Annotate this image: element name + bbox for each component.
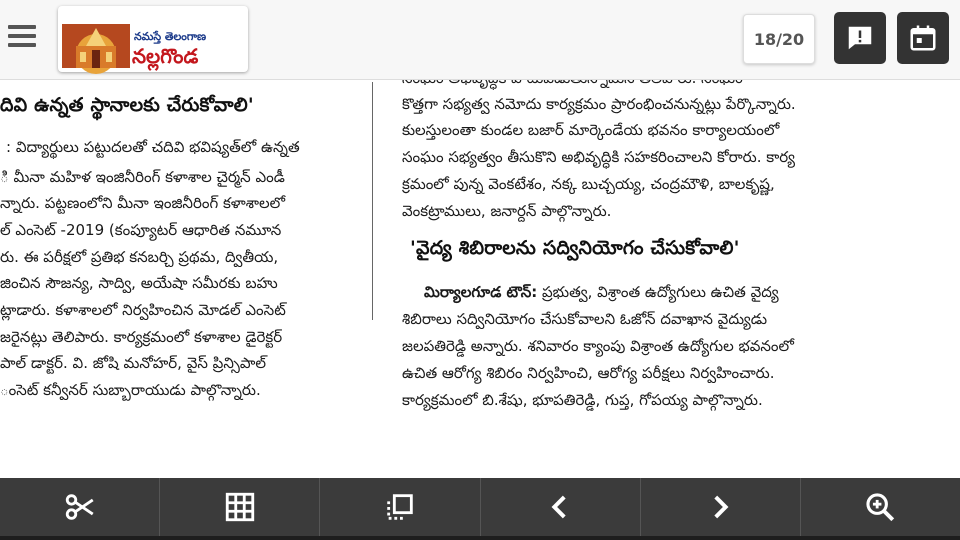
bottom-toolbar	[0, 478, 960, 540]
article-left-line: పాల్ డాక్టర్. వి. జోషి మనోహర్, వైస్ ప్రిన్సిపాల్	[0, 354, 266, 372]
article-left	[0, 80, 366, 478]
article-left-headline: దివి ఉన్నత స్థానాలకు చేరుకోవాలి'	[0, 94, 254, 116]
article-left-line: ట్లాడారు. కళాశాలలో నిర్వహించిన మోడల్ ఎంసెట్	[0, 301, 286, 319]
temple-logo-icon	[62, 24, 130, 68]
calendar-button[interactable]	[897, 12, 949, 64]
article-right-top-line: క్రమంలో పున్న వెంకటేశం, నక్క బుచ్చయ్య, చంద్రమౌళి, బాలకృష్ణ,	[402, 175, 775, 193]
next-page-button[interactable]	[641, 478, 801, 536]
article-right-line: శిబిరాలు సద్వినియోగం చేసుకోవాలని ఓజోన్ దవాఖాన వైద్యుడు	[402, 310, 768, 328]
article-right	[400, 80, 900, 478]
epaper-page[interactable]	[0, 80, 960, 478]
article-left-line: జరైనట్లు తెలిపారు. కార్యక్రమంలో కళాశాల డైరెక్టర్	[0, 328, 283, 346]
article-right-line: జలపతిరెడ్డి అన్నారు. శనివారం క్యాంపు విశ్రాంత ఉద్యోగుల భవనంలో	[402, 337, 794, 355]
article-left-line: న్నారు. పట్టణంలోని మీనా ఇంజినీరింగ్ కళాశాలలో	[0, 194, 286, 212]
hamburger-menu-icon[interactable]	[4, 18, 40, 54]
article-right-line: ఉచిత ఆరోగ్య శిబిరం నిర్వహించి, ఆరోగ్య పరీక్షలు నిర్వహించారు.	[402, 364, 775, 382]
page-counter: 18/20	[743, 14, 815, 64]
grid-icon	[223, 490, 257, 524]
article-left-line: రు. ఈ పరీక్షలో ప్రతిభ కనబర్చి ప్రథమ, ద్వితీయ,	[0, 248, 279, 266]
calendar-icon	[908, 23, 938, 53]
logo-edition-name: నల్లగొండ	[132, 44, 199, 68]
logo-tagline: నమస్తే తెలంగాణ	[134, 30, 207, 43]
article-right-headline: 'వైద్య శిబిరాలను సద్వినియోగం చేసుకోవాలి'	[410, 237, 740, 259]
bottom-strip	[0, 536, 960, 540]
article-left-line: జించిన సౌజన్య, సాద్వి, అయేషా సమీరకు బహు	[0, 274, 278, 292]
chevron-left-icon	[543, 490, 577, 524]
article-right-top-line: సంఘం సభ్యత్వం తీసుకొని అభివృద్ధికి సహకరించాలని కోరారు. కార్య	[402, 148, 796, 166]
top-bar	[0, 0, 960, 80]
article-left-line: ంసెట్ కన్వీనర్ సుబ్బారాయుడు పాల్గొన్నారు.	[0, 381, 261, 399]
article-right-first-line	[424, 282, 779, 302]
article-right-top-line: వెంకట్రాములు, జనార్దన్ పాల్గొన్నారు.	[402, 202, 612, 220]
column-divider	[372, 82, 373, 320]
clip-button[interactable]	[0, 478, 160, 536]
feedback-message-icon	[845, 23, 875, 53]
chevron-right-icon	[703, 490, 737, 524]
pages-button[interactable]	[320, 478, 480, 536]
grid-view-button[interactable]	[160, 478, 320, 536]
newspaper-logo[interactable]	[58, 6, 248, 72]
article-dateline: మిర్యాలగూడ టౌన్:	[424, 283, 538, 301]
zoom-in-icon	[863, 490, 897, 524]
article-right-line: ప్రభుత్వ, విశ్రాంత ఉద్యోగులు ఉచిత వైద్య	[542, 283, 779, 301]
pages-icon	[383, 490, 417, 524]
feedback-button[interactable]	[834, 12, 886, 64]
scissors-icon	[63, 490, 97, 524]
article-right-line: కార్యక్రమంలో బి.శేషు, భూపతిరెడ్డి, గుప్త, గోపయ్య పాల్గొన్నారు.	[402, 391, 763, 409]
article-right-top-line: కులస్తులంతా కుండల బజార్ మార్కెండేయ భవనం కార్యాలయంలో	[402, 121, 780, 139]
article-right-top-line: కొత్తగా సభ్యత్వ నమోదు కార్యక్రమం ప్రారంభించనున్నట్లు పేర్కొన్నారు.	[402, 95, 796, 113]
article-left-line: ి మీనా మహిళ ఇంజినీరింగ్ కళాశాల చైర్మన్ ఎండీ	[0, 168, 285, 186]
zoom-in-button[interactable]	[801, 478, 960, 536]
article-left-line: : విద్యార్థులు పట్టుదలతో చదివి భవిష్యత్‌లో ఉన్నత	[6, 138, 300, 156]
article-left-line: ల్ ఎంసెట్ -2019 (కంప్యూటర్ ఆధారిత నమూన	[0, 221, 282, 239]
previous-page-button[interactable]	[481, 478, 641, 536]
